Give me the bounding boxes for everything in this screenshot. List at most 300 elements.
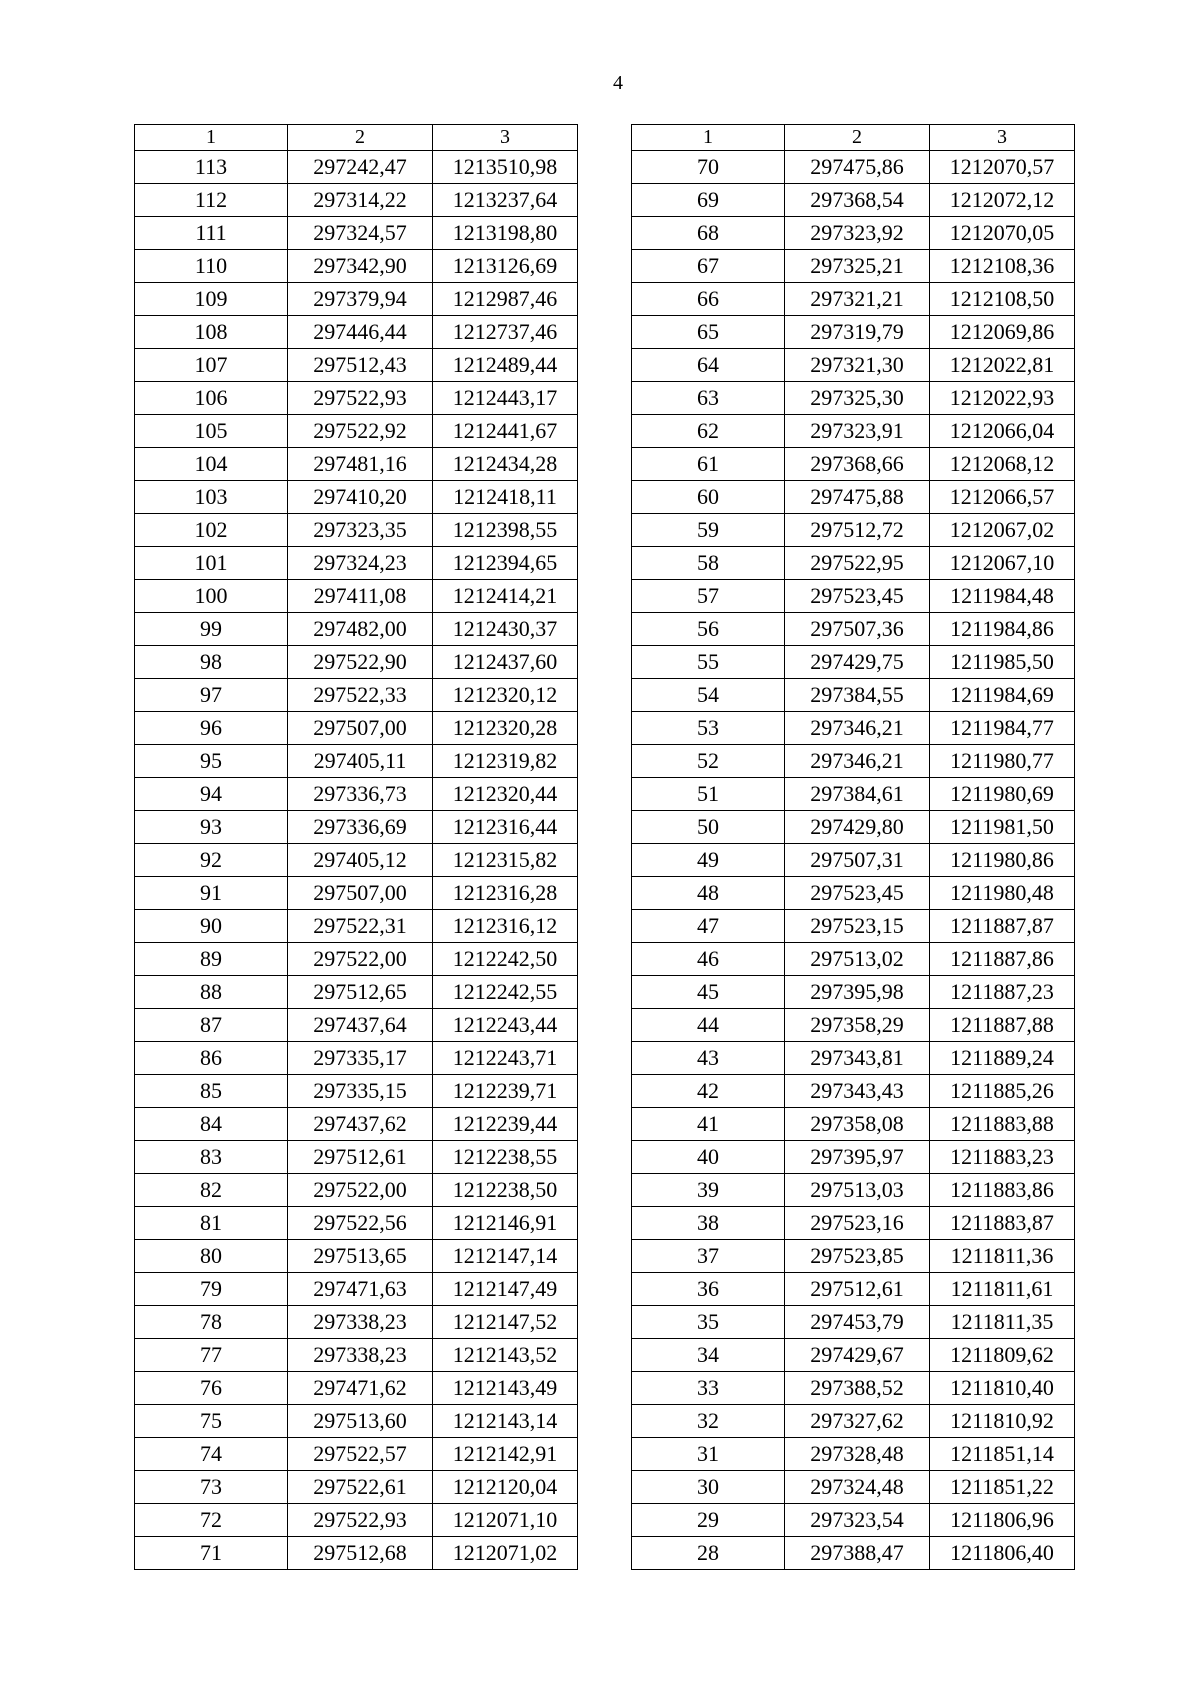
table-row: [632, 1009, 1075, 1042]
table-row: [632, 1471, 1075, 1504]
cell-x-coordinate: 297405,12: [288, 844, 433, 877]
cell-x-coordinate: 297513,02: [785, 943, 930, 976]
page-number: 4: [613, 72, 623, 94]
cell-x-coordinate: 297336,69: [288, 811, 433, 844]
table-row: [135, 448, 578, 481]
cell-x-coordinate: 297429,75: [785, 646, 930, 679]
cell-point-number: 72: [135, 1504, 288, 1537]
cell-y-coordinate: 1211851,14: [930, 1438, 1075, 1471]
cell-point-number: 111: [135, 217, 288, 250]
cell-point-number: 30: [632, 1471, 785, 1504]
cell-y-coordinate: 1212068,12: [930, 448, 1075, 481]
cell-y-coordinate: 1211885,26: [930, 1075, 1075, 1108]
cell-point-number: 107: [135, 349, 288, 382]
table-row: [632, 151, 1075, 184]
cell-point-number: 64: [632, 349, 785, 382]
table-row: [632, 349, 1075, 382]
cell-y-coordinate: 1211806,96: [930, 1504, 1075, 1537]
table-row: [135, 1504, 578, 1537]
table-row: [632, 1537, 1075, 1570]
cell-x-coordinate: 297395,97: [785, 1141, 930, 1174]
cell-point-number: 39: [632, 1174, 785, 1207]
cell-point-number: 106: [135, 382, 288, 415]
table-row: [632, 712, 1075, 745]
table-row: [632, 547, 1075, 580]
cell-point-number: 41: [632, 1108, 785, 1141]
table-row: [135, 349, 578, 382]
table-row: [135, 481, 578, 514]
cell-y-coordinate: 1212070,57: [930, 151, 1075, 184]
table-row: [135, 811, 578, 844]
cell-x-coordinate: 297324,48: [785, 1471, 930, 1504]
cell-x-coordinate: 297388,47: [785, 1537, 930, 1570]
cell-y-coordinate: 1211883,23: [930, 1141, 1075, 1174]
cell-x-coordinate: 297358,08: [785, 1108, 930, 1141]
cell-point-number: 29: [632, 1504, 785, 1537]
table-row: [632, 778, 1075, 811]
cell-y-coordinate: 1211810,40: [930, 1372, 1075, 1405]
cell-y-coordinate: 1211806,40: [930, 1537, 1075, 1570]
cell-x-coordinate: 297522,93: [288, 1504, 433, 1537]
cell-point-number: 79: [135, 1273, 288, 1306]
table-row: [135, 1273, 578, 1306]
cell-y-coordinate: 1212071,10: [433, 1504, 578, 1537]
table-row: [135, 976, 578, 1009]
table-row: [632, 415, 1075, 448]
table-row: [632, 382, 1075, 415]
cell-y-coordinate: 1212414,21: [433, 580, 578, 613]
cell-x-coordinate: 297342,90: [288, 250, 433, 283]
cell-point-number: 92: [135, 844, 288, 877]
cell-point-number: 76: [135, 1372, 288, 1405]
cell-x-coordinate: 297471,63: [288, 1273, 433, 1306]
table-row: [135, 547, 578, 580]
cell-y-coordinate: 1211883,88: [930, 1108, 1075, 1141]
table-header: [632, 125, 1075, 151]
table-row: [135, 1174, 578, 1207]
cell-point-number: 58: [632, 547, 785, 580]
cell-point-number: 110: [135, 250, 288, 283]
table-row: [135, 250, 578, 283]
cell-point-number: 60: [632, 481, 785, 514]
cell-y-coordinate: 1212070,05: [930, 217, 1075, 250]
table-row: [632, 1207, 1075, 1240]
header-row: [135, 125, 578, 151]
cell-x-coordinate: 297338,23: [288, 1339, 433, 1372]
cell-y-coordinate: 1212146,91: [433, 1207, 578, 1240]
column-header-point-number: 1: [135, 125, 288, 151]
cell-x-coordinate: 297323,35: [288, 514, 433, 547]
cell-x-coordinate: 297321,30: [785, 349, 930, 382]
cell-point-number: 28: [632, 1537, 785, 1570]
table-row: [632, 1372, 1075, 1405]
table-row: [632, 184, 1075, 217]
cell-x-coordinate: 297321,21: [785, 283, 930, 316]
cell-y-coordinate: 1211887,87: [930, 910, 1075, 943]
cell-x-coordinate: 297512,43: [288, 349, 433, 382]
table-row: [632, 943, 1075, 976]
cell-y-coordinate: 1211985,50: [930, 646, 1075, 679]
cell-y-coordinate: 1213237,64: [433, 184, 578, 217]
table-row: [632, 1306, 1075, 1339]
table-row: [632, 1240, 1075, 1273]
table-row: [135, 1306, 578, 1339]
cell-y-coordinate: 1211811,35: [930, 1306, 1075, 1339]
cell-y-coordinate: 1211889,24: [930, 1042, 1075, 1075]
table-row: [135, 1438, 578, 1471]
table-row: [135, 613, 578, 646]
table-row: [135, 580, 578, 613]
cell-point-number: 112: [135, 184, 288, 217]
column-header-y: 3: [930, 125, 1075, 151]
cell-y-coordinate: 1212067,10: [930, 547, 1075, 580]
table-row: [135, 679, 578, 712]
cell-y-coordinate: 1212443,17: [433, 382, 578, 415]
table-row: [135, 1240, 578, 1273]
cell-point-number: 101: [135, 547, 288, 580]
table-row: [135, 1009, 578, 1042]
column-header-point-number: 1: [632, 125, 785, 151]
cell-x-coordinate: 297429,67: [785, 1339, 930, 1372]
cell-point-number: 49: [632, 844, 785, 877]
cell-y-coordinate: 1212238,55: [433, 1141, 578, 1174]
cell-y-coordinate: 1212147,52: [433, 1306, 578, 1339]
cell-x-coordinate: 297522,33: [288, 679, 433, 712]
cell-y-coordinate: 1211984,48: [930, 580, 1075, 613]
table-row: [632, 1141, 1075, 1174]
cell-x-coordinate: 297324,57: [288, 217, 433, 250]
cell-x-coordinate: 297512,61: [785, 1273, 930, 1306]
cell-y-coordinate: 1211980,86: [930, 844, 1075, 877]
table-row: [135, 910, 578, 943]
cell-x-coordinate: 297405,11: [288, 745, 433, 778]
cell-point-number: 78: [135, 1306, 288, 1339]
cell-point-number: 88: [135, 976, 288, 1009]
table-row: [632, 1108, 1075, 1141]
table-row: [135, 943, 578, 976]
cell-y-coordinate: 1212108,50: [930, 283, 1075, 316]
table-row: [632, 1339, 1075, 1372]
cell-point-number: 42: [632, 1075, 785, 1108]
table-row: [135, 217, 578, 250]
table-row: [632, 250, 1075, 283]
cell-point-number: 99: [135, 613, 288, 646]
cell-x-coordinate: 297522,00: [288, 943, 433, 976]
cell-point-number: 50: [632, 811, 785, 844]
cell-x-coordinate: 297343,81: [785, 1042, 930, 1075]
cell-y-coordinate: 1212320,28: [433, 712, 578, 745]
cell-y-coordinate: 1212143,49: [433, 1372, 578, 1405]
cell-y-coordinate: 1211980,48: [930, 877, 1075, 910]
cell-x-coordinate: 297325,30: [785, 382, 930, 415]
cell-y-coordinate: 1213126,69: [433, 250, 578, 283]
cell-point-number: 77: [135, 1339, 288, 1372]
cell-point-number: 103: [135, 481, 288, 514]
cell-x-coordinate: 297512,61: [288, 1141, 433, 1174]
cell-point-number: 66: [632, 283, 785, 316]
cell-x-coordinate: 297482,00: [288, 613, 433, 646]
cell-point-number: 52: [632, 745, 785, 778]
table-row: [135, 1108, 578, 1141]
table-row: [135, 646, 578, 679]
cell-y-coordinate: 1212316,12: [433, 910, 578, 943]
cell-point-number: 35: [632, 1306, 785, 1339]
cell-x-coordinate: 297343,43: [785, 1075, 930, 1108]
cell-y-coordinate: 1212242,50: [433, 943, 578, 976]
cell-x-coordinate: 297346,21: [785, 712, 930, 745]
cell-x-coordinate: 297523,85: [785, 1240, 930, 1273]
table-row: [135, 382, 578, 415]
cell-x-coordinate: 297325,21: [785, 250, 930, 283]
cell-x-coordinate: 297437,64: [288, 1009, 433, 1042]
cell-y-coordinate: 1211809,62: [930, 1339, 1075, 1372]
cell-y-coordinate: 1212022,81: [930, 349, 1075, 382]
table-row: [632, 976, 1075, 1009]
cell-point-number: 36: [632, 1273, 785, 1306]
cell-point-number: 95: [135, 745, 288, 778]
table-row: [135, 151, 578, 184]
cell-x-coordinate: 297522,95: [785, 547, 930, 580]
table-body: [135, 151, 578, 1570]
cell-x-coordinate: 297481,16: [288, 448, 433, 481]
cell-point-number: 98: [135, 646, 288, 679]
cell-x-coordinate: 297513,03: [785, 1174, 930, 1207]
cell-x-coordinate: 297522,56: [288, 1207, 433, 1240]
cell-x-coordinate: 297475,86: [785, 151, 930, 184]
cell-x-coordinate: 297513,65: [288, 1240, 433, 1273]
coordinates-table-right: [631, 124, 1075, 1570]
cell-point-number: 44: [632, 1009, 785, 1042]
table-row: [135, 1339, 578, 1372]
cell-x-coordinate: 297379,94: [288, 283, 433, 316]
cell-point-number: 81: [135, 1207, 288, 1240]
cell-point-number: 84: [135, 1108, 288, 1141]
cell-x-coordinate: 297410,20: [288, 481, 433, 514]
cell-x-coordinate: 297522,61: [288, 1471, 433, 1504]
cell-x-coordinate: 297512,72: [785, 514, 930, 547]
cell-x-coordinate: 297523,45: [785, 877, 930, 910]
cell-y-coordinate: 1212143,52: [433, 1339, 578, 1372]
table-row: [135, 877, 578, 910]
cell-y-coordinate: 1212394,65: [433, 547, 578, 580]
cell-y-coordinate: 1211811,61: [930, 1273, 1075, 1306]
cell-y-coordinate: 1212147,49: [433, 1273, 578, 1306]
table-row: [632, 514, 1075, 547]
cell-x-coordinate: 297327,62: [785, 1405, 930, 1438]
cell-y-coordinate: 1212066,57: [930, 481, 1075, 514]
cell-y-coordinate: 1212243,71: [433, 1042, 578, 1075]
cell-point-number: 73: [135, 1471, 288, 1504]
cell-x-coordinate: 297522,57: [288, 1438, 433, 1471]
table-row: [135, 514, 578, 547]
table-row: [135, 778, 578, 811]
cell-y-coordinate: 1212239,44: [433, 1108, 578, 1141]
cell-y-coordinate: 1211883,87: [930, 1207, 1075, 1240]
cell-y-coordinate: 1212142,91: [433, 1438, 578, 1471]
cell-y-coordinate: 1212238,50: [433, 1174, 578, 1207]
cell-x-coordinate: 297324,23: [288, 547, 433, 580]
cell-point-number: 75: [135, 1405, 288, 1438]
cell-point-number: 46: [632, 943, 785, 976]
cell-y-coordinate: 1212987,46: [433, 283, 578, 316]
cell-x-coordinate: 297507,31: [785, 844, 930, 877]
cell-y-coordinate: 1212320,44: [433, 778, 578, 811]
cell-y-coordinate: 1211887,88: [930, 1009, 1075, 1042]
cell-x-coordinate: 297437,62: [288, 1108, 433, 1141]
cell-point-number: 31: [632, 1438, 785, 1471]
cell-x-coordinate: 297384,55: [785, 679, 930, 712]
cell-y-coordinate: 1211984,77: [930, 712, 1075, 745]
cell-point-number: 57: [632, 580, 785, 613]
cell-x-coordinate: 297242,47: [288, 151, 433, 184]
cell-point-number: 89: [135, 943, 288, 976]
cell-y-coordinate: 1212242,55: [433, 976, 578, 1009]
cell-y-coordinate: 1212066,04: [930, 415, 1075, 448]
cell-x-coordinate: 297335,15: [288, 1075, 433, 1108]
cell-point-number: 56: [632, 613, 785, 646]
table-row: [135, 1075, 578, 1108]
cell-y-coordinate: 1211851,22: [930, 1471, 1075, 1504]
table-row: [135, 316, 578, 349]
cell-x-coordinate: 297522,00: [288, 1174, 433, 1207]
cell-point-number: 37: [632, 1240, 785, 1273]
cell-x-coordinate: 297323,91: [785, 415, 930, 448]
table-row: [135, 1042, 578, 1075]
cell-x-coordinate: 297523,15: [785, 910, 930, 943]
cell-point-number: 67: [632, 250, 785, 283]
table-row: [135, 415, 578, 448]
cell-y-coordinate: 1212398,55: [433, 514, 578, 547]
table-row: [632, 1075, 1075, 1108]
table-row: [632, 877, 1075, 910]
cell-point-number: 48: [632, 877, 785, 910]
cell-y-coordinate: 1212319,82: [433, 745, 578, 778]
cell-point-number: 54: [632, 679, 785, 712]
cell-x-coordinate: 297512,65: [288, 976, 433, 1009]
cell-point-number: 102: [135, 514, 288, 547]
cell-y-coordinate: 1212143,14: [433, 1405, 578, 1438]
cell-point-number: 85: [135, 1075, 288, 1108]
cell-point-number: 86: [135, 1042, 288, 1075]
cell-y-coordinate: 1212320,12: [433, 679, 578, 712]
cell-point-number: 32: [632, 1405, 785, 1438]
table-row: [135, 283, 578, 316]
cell-x-coordinate: 297471,62: [288, 1372, 433, 1405]
cell-x-coordinate: 297328,48: [785, 1438, 930, 1471]
cell-x-coordinate: 297523,45: [785, 580, 930, 613]
cell-point-number: 34: [632, 1339, 785, 1372]
cell-point-number: 96: [135, 712, 288, 745]
cell-y-coordinate: 1211811,36: [930, 1240, 1075, 1273]
cell-point-number: 59: [632, 514, 785, 547]
table-row: [632, 217, 1075, 250]
table-row: [632, 844, 1075, 877]
cell-x-coordinate: 297475,88: [785, 481, 930, 514]
cell-x-coordinate: 297523,16: [785, 1207, 930, 1240]
cell-y-coordinate: 1213510,98: [433, 151, 578, 184]
cell-x-coordinate: 297384,61: [785, 778, 930, 811]
table-row: [135, 844, 578, 877]
cell-y-coordinate: 1212316,28: [433, 877, 578, 910]
cell-y-coordinate: 1212315,82: [433, 844, 578, 877]
cell-point-number: 94: [135, 778, 288, 811]
cell-x-coordinate: 297429,80: [785, 811, 930, 844]
cell-x-coordinate: 297507,00: [288, 712, 433, 745]
cell-x-coordinate: 297522,90: [288, 646, 433, 679]
cell-x-coordinate: 297323,54: [785, 1504, 930, 1537]
cell-x-coordinate: 297522,93: [288, 382, 433, 415]
cell-x-coordinate: 297358,29: [785, 1009, 930, 1042]
cell-point-number: 80: [135, 1240, 288, 1273]
table-row: [632, 283, 1075, 316]
cell-point-number: 82: [135, 1174, 288, 1207]
cell-x-coordinate: 297388,52: [785, 1372, 930, 1405]
cell-point-number: 113: [135, 151, 288, 184]
cell-point-number: 38: [632, 1207, 785, 1240]
cell-y-coordinate: 1212418,11: [433, 481, 578, 514]
cell-y-coordinate: 1212737,46: [433, 316, 578, 349]
cell-point-number: 43: [632, 1042, 785, 1075]
cell-point-number: 90: [135, 910, 288, 943]
cell-point-number: 45: [632, 976, 785, 1009]
table-row: [135, 745, 578, 778]
cell-x-coordinate: 297513,60: [288, 1405, 433, 1438]
cell-y-coordinate: 1211984,86: [930, 613, 1075, 646]
table-row: [135, 1141, 578, 1174]
cell-point-number: 100: [135, 580, 288, 613]
column-header-x: 2: [288, 125, 433, 151]
cell-x-coordinate: 297395,98: [785, 976, 930, 1009]
cell-point-number: 53: [632, 712, 785, 745]
cell-point-number: 51: [632, 778, 785, 811]
cell-point-number: 62: [632, 415, 785, 448]
cell-x-coordinate: 297314,22: [288, 184, 433, 217]
column-header-x: 2: [785, 125, 930, 151]
cell-x-coordinate: 297512,68: [288, 1537, 433, 1570]
cell-point-number: 61: [632, 448, 785, 481]
cell-point-number: 68: [632, 217, 785, 250]
cell-y-coordinate: 1212441,67: [433, 415, 578, 448]
cell-y-coordinate: 1213198,80: [433, 217, 578, 250]
cell-x-coordinate: 297446,44: [288, 316, 433, 349]
cell-y-coordinate: 1211883,86: [930, 1174, 1075, 1207]
cell-point-number: 104: [135, 448, 288, 481]
coordinates-table-left: [134, 124, 578, 1570]
cell-y-coordinate: 1212147,14: [433, 1240, 578, 1273]
cell-y-coordinate: 1212489,44: [433, 349, 578, 382]
cell-y-coordinate: 1211887,86: [930, 943, 1075, 976]
cell-y-coordinate: 1212243,44: [433, 1009, 578, 1042]
cell-point-number: 87: [135, 1009, 288, 1042]
table-row: [632, 448, 1075, 481]
cell-point-number: 71: [135, 1537, 288, 1570]
cell-point-number: 109: [135, 283, 288, 316]
cell-y-coordinate: 1212067,02: [930, 514, 1075, 547]
cell-point-number: 93: [135, 811, 288, 844]
cell-point-number: 47: [632, 910, 785, 943]
table-header: [135, 125, 578, 151]
table-row: [632, 316, 1075, 349]
table-body: [632, 151, 1075, 1570]
table-row: [135, 1471, 578, 1504]
cell-y-coordinate: 1212071,02: [433, 1537, 578, 1570]
table-row: [135, 1207, 578, 1240]
cell-point-number: 105: [135, 415, 288, 448]
table-row: [632, 613, 1075, 646]
cell-x-coordinate: 297411,08: [288, 580, 433, 613]
table-row: [632, 1504, 1075, 1537]
column-header-y: 3: [433, 125, 578, 151]
